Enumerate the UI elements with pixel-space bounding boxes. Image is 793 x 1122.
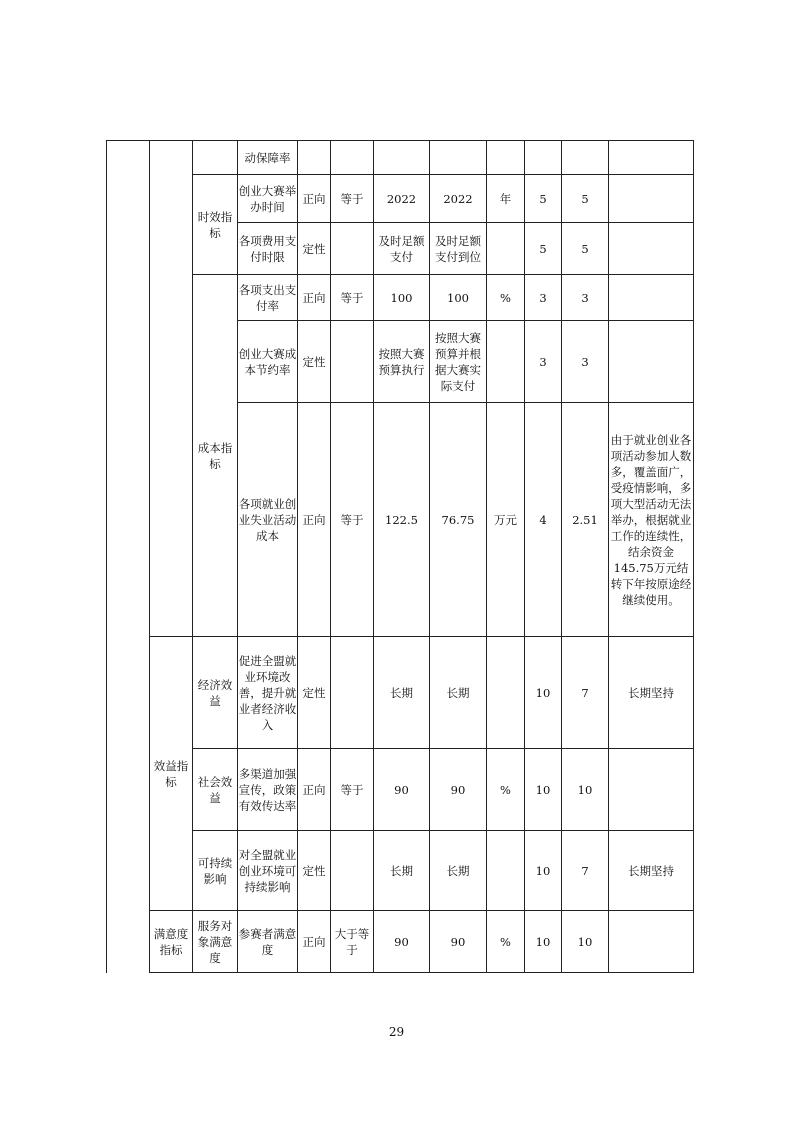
compare-cell	[331, 831, 374, 911]
target-cell: 长期	[374, 831, 430, 911]
compare-cell: 等于	[331, 749, 374, 831]
level2-sustainable: 可持续影响	[193, 831, 238, 911]
indicator-cell: 各项费用支付时限	[238, 223, 298, 275]
note-cell	[609, 911, 694, 973]
note-cell: 长期坚持	[609, 831, 694, 911]
table-row	[107, 637, 694, 749]
weight-cell: 10	[525, 911, 562, 973]
note-cell	[609, 141, 694, 175]
compare-cell	[331, 141, 374, 175]
target-cell: 2022	[374, 175, 430, 223]
direction-cell: 正向	[298, 911, 331, 973]
score-cell: 3	[562, 275, 609, 321]
target-cell: 90	[374, 749, 430, 831]
actual-cell: 90	[430, 911, 487, 973]
direction-cell: 定性	[298, 831, 331, 911]
direction-cell: 正向	[298, 403, 331, 637]
indicator-cell: 对全盟就业创业环境可持续影响	[238, 831, 298, 911]
actual-cell: 90	[430, 749, 487, 831]
unit-cell: 年	[487, 175, 525, 223]
actual-cell: 76.75	[430, 403, 487, 637]
direction-cell: 正向	[298, 749, 331, 831]
indicator-cell: 促进全盟就业环境改善，提升就业者经济收入	[238, 637, 298, 749]
direction-cell: 正向	[298, 175, 331, 223]
score-cell	[562, 141, 609, 175]
actual-cell: 按照大赛预算并根据大赛实际支付	[430, 321, 487, 403]
target-cell: 长期	[374, 637, 430, 749]
direction-cell	[298, 141, 331, 175]
score-cell: 10	[562, 749, 609, 831]
indicator-cell: 各项就业创业失业活动成本	[238, 403, 298, 637]
unit-cell: %	[487, 749, 525, 831]
unit-cell: %	[487, 911, 525, 973]
compare-cell: 等于	[331, 403, 374, 637]
actual-cell: 2022	[430, 175, 487, 223]
weight-cell: 3	[525, 321, 562, 403]
note-cell	[609, 749, 694, 831]
level2-economic: 经济效益	[193, 637, 238, 749]
actual-cell: 长期	[430, 831, 487, 911]
target-cell: 122.5	[374, 403, 430, 637]
table-row	[107, 749, 694, 831]
weight-cell: 10	[525, 749, 562, 831]
indicator-cell: 动保障率	[238, 141, 298, 175]
level2-service-target: 服务对象满意度	[193, 911, 238, 973]
direction-cell: 定性	[298, 321, 331, 403]
weight-cell: 10	[525, 637, 562, 749]
unit-cell: 万元	[487, 403, 525, 637]
table-row	[107, 831, 694, 911]
unit-cell: %	[487, 275, 525, 321]
note-cell	[609, 223, 694, 275]
note-cell	[609, 175, 694, 223]
note-cell: 长期坚持	[609, 637, 694, 749]
compare-cell: 大于等于	[331, 911, 374, 973]
direction-cell: 定性	[298, 637, 331, 749]
indicator-cell: 各项支出支付率	[238, 275, 298, 321]
compare-cell: 等于	[331, 175, 374, 223]
level1-satisfaction: 满意度指标	[150, 911, 193, 973]
target-cell	[374, 141, 430, 175]
weight-cell: 3	[525, 275, 562, 321]
compare-cell	[331, 637, 374, 749]
score-cell: 7	[562, 831, 609, 911]
unit-cell	[487, 223, 525, 275]
page-number: 29	[388, 1025, 405, 1039]
note-cell	[609, 275, 694, 321]
indicator-cell: 参赛者满意度	[238, 911, 298, 973]
table-row	[107, 275, 694, 321]
performance-table	[106, 140, 694, 973]
indicator-cell: 多渠道加强宣传，政策有效传达率	[238, 749, 298, 831]
indicator-cell: 创业大赛举办时间	[238, 175, 298, 223]
actual-cell	[430, 141, 487, 175]
level2-timeliness: 时效指标	[193, 175, 238, 275]
actual-cell: 及时足额支付到位	[430, 223, 487, 275]
score-cell: 2.51	[562, 403, 609, 637]
level1-cell-continued	[150, 141, 193, 637]
score-cell: 5	[562, 175, 609, 223]
unit-cell	[487, 637, 525, 749]
unit-cell	[487, 831, 525, 911]
unit-cell	[487, 141, 525, 175]
compare-cell	[331, 321, 374, 403]
direction-cell: 定性	[298, 223, 331, 275]
score-cell: 3	[562, 321, 609, 403]
score-cell: 7	[562, 637, 609, 749]
unit-cell	[487, 321, 525, 403]
target-cell: 100	[374, 275, 430, 321]
target-cell: 及时足额支付	[374, 223, 430, 275]
weight-cell	[525, 141, 562, 175]
table-row	[107, 141, 694, 175]
indicator-cell: 创业大赛成本节约率	[238, 321, 298, 403]
note-cell	[609, 321, 694, 403]
level2-cost: 成本指标	[193, 275, 238, 637]
score-cell: 5	[562, 223, 609, 275]
level2-cell-continued	[193, 141, 238, 175]
weight-cell: 4	[525, 403, 562, 637]
actual-cell: 100	[430, 275, 487, 321]
direction-cell: 正向	[298, 275, 331, 321]
level1-benefit: 效益指标	[150, 637, 193, 911]
level0-cell	[107, 141, 150, 973]
compare-cell	[331, 223, 374, 275]
compare-cell: 等于	[331, 275, 374, 321]
table-row	[107, 911, 694, 973]
weight-cell: 5	[525, 175, 562, 223]
target-cell: 90	[374, 911, 430, 973]
target-cell: 按照大赛预算执行	[374, 321, 430, 403]
weight-cell: 10	[525, 831, 562, 911]
weight-cell: 5	[525, 223, 562, 275]
note-cell: 由于就业创业各项活动参加人数多，覆盖面广，受疫情影响，多项大型活动无法举办，根据就业工作的连续性，结余资金145.75万元结转下年按原途经继续使用。	[609, 403, 694, 637]
actual-cell: 长期	[430, 637, 487, 749]
table-row	[107, 175, 694, 223]
level2-social: 社会效益	[193, 749, 238, 831]
score-cell: 10	[562, 911, 609, 973]
